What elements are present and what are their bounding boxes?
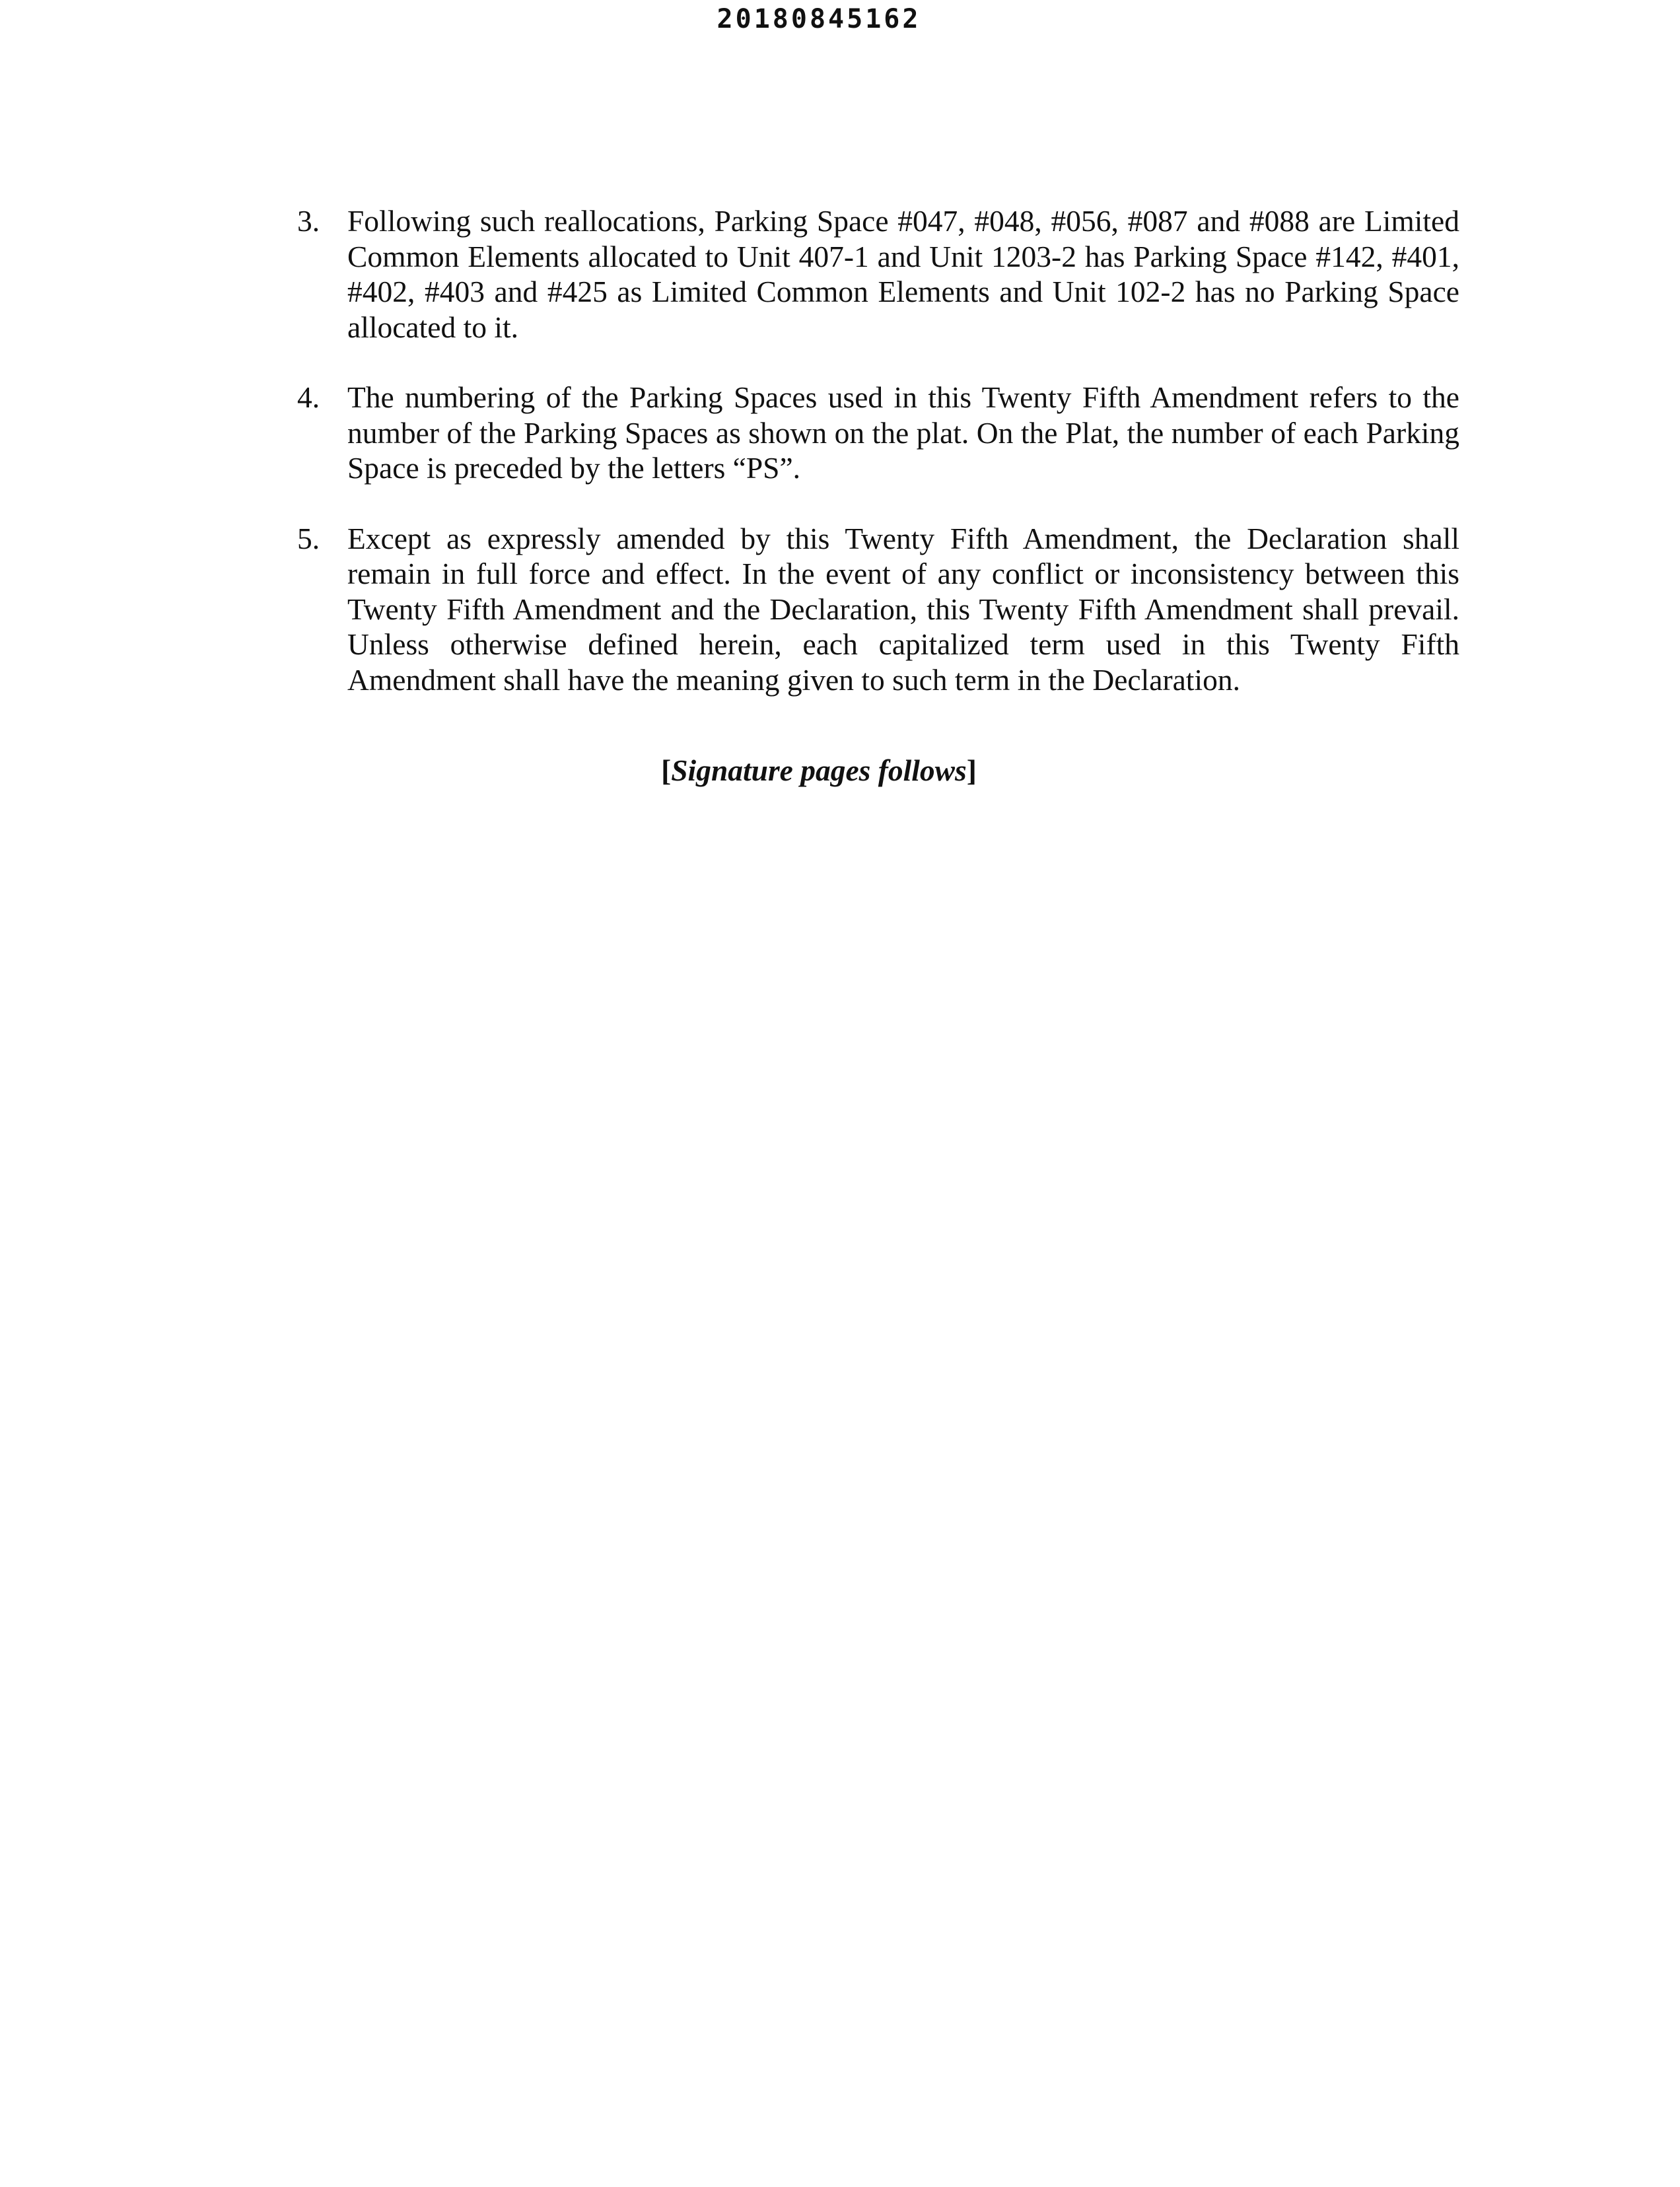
paragraph-number: 4. (297, 380, 320, 414)
document-body (284, 203, 1459, 732)
paragraph-number: 5. (297, 521, 320, 555)
signature-note-text: Signature pages follows (671, 753, 967, 787)
paragraph-text: Following such reallocations, Parking Space #047, #048, #056, #087 and #088 are Limited Common Elements allocated to Unit 407-1 and Unit 1203-2 has Parking Space #142, #401, #402, #403 and #425 as Limited Common Elements and Unit 102-2 has no Parking Space allocated to it. (347, 204, 1459, 344)
paragraph-number: 3. (297, 204, 320, 238)
open-bracket: [ (661, 753, 672, 787)
close-bracket: ] (966, 753, 977, 787)
paragraph-text: Except as expressly amended by this Twenty Fifth Amendment, the Declaration shall remain in full force and effect. In the event of any conflict or inconsistency between this Twenty Fifth Amendment and the Declaration, this Twenty Fifth Amendment shall prevail. Unless otherwise defined herein, each capitalized term used in this Twenty Fifth Amendment shall have the meaning given to such term in the Declaration. (347, 521, 1459, 697)
document-number: 20180845162 (717, 4, 921, 34)
paragraph-5 (284, 521, 1459, 698)
paragraph-3 (284, 203, 1459, 345)
paragraph-4 (284, 380, 1459, 486)
paragraph-text: The numbering of the Parking Spaces used in this Twenty Fifth Amendment refers to the number of the Parking Spaces as shown on the plat. On the Plat, the number of each Parking Space is preceded by the letters “PS”. (347, 380, 1459, 485)
signature-note (0, 753, 1638, 788)
